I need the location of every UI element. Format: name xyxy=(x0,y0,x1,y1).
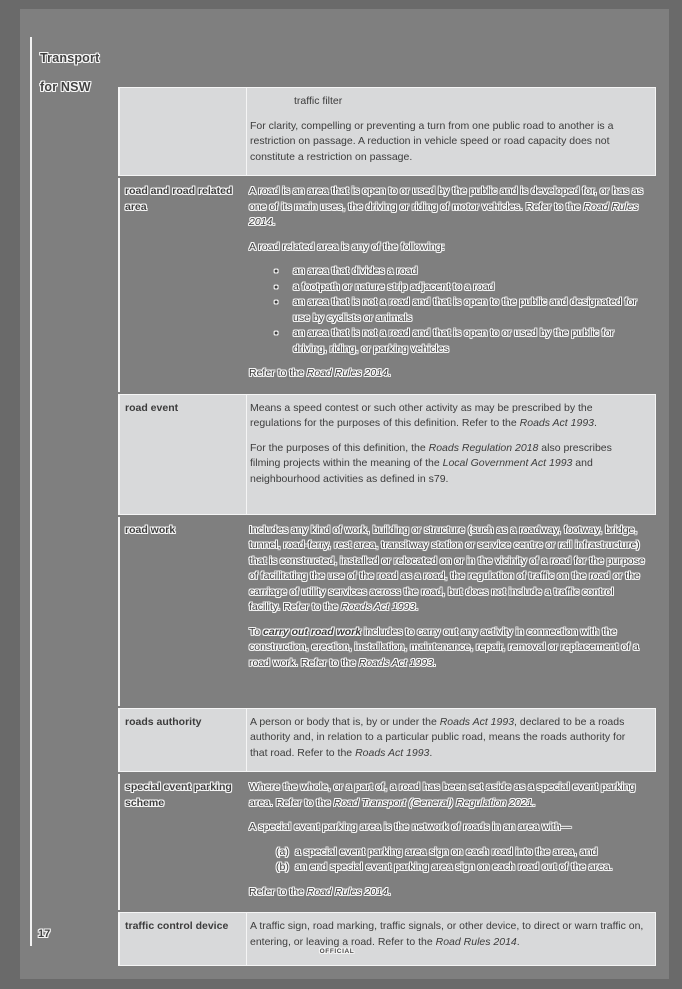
term-cell xyxy=(120,88,246,175)
list-item xyxy=(249,280,646,296)
text-segment: A person or body that is, by or under the xyxy=(250,715,440,728)
definitions-table xyxy=(118,87,656,968)
definition-paragraph xyxy=(249,240,646,256)
text-segment: . xyxy=(594,417,597,429)
logo-line-1: Transport xyxy=(40,50,100,65)
page-number: 17 xyxy=(38,928,51,940)
term-cell: special event parking scheme xyxy=(125,781,232,809)
text-segment: Road Transport (General) Regulation 2021 xyxy=(333,796,533,809)
text-segment: Means a speed contest or such other activity as may be prescribed by the regulations for the purposes of this definition. Refer to the xyxy=(250,401,593,429)
definition-cell xyxy=(246,774,656,910)
text-segment: a footpath or nature strip adjacent to a road xyxy=(293,280,495,293)
text-segment: traffic filter xyxy=(294,95,343,107)
bullet-icon: ● xyxy=(274,299,279,306)
table-row xyxy=(118,394,656,515)
definition-paragraph xyxy=(249,820,646,836)
text-segment: Roads Act 1993 xyxy=(341,601,416,613)
text-segment: also prescribes filming projects within the meaning of the xyxy=(250,441,612,469)
text-segment: . xyxy=(272,216,276,228)
list-item xyxy=(249,295,646,326)
text-segment: Road Rules 2014 xyxy=(435,935,517,948)
text-segment: . xyxy=(516,935,520,948)
text-segment: . xyxy=(429,746,433,759)
definition-cell xyxy=(246,709,655,772)
definition-cell xyxy=(246,517,656,706)
term-cell: roads authority xyxy=(125,715,202,728)
text-segment: Roads Act 1993 xyxy=(358,656,434,669)
text-segment: . xyxy=(387,367,391,379)
term-cell: road and road related area xyxy=(125,185,233,213)
classification-marking: OFFICIAL xyxy=(319,948,355,955)
definition-paragraph xyxy=(250,715,645,762)
text-segment: Local Government Act 1993 xyxy=(442,457,573,469)
definition-cell xyxy=(246,913,655,965)
term-cell: road event xyxy=(125,401,179,414)
page-edge-line xyxy=(30,37,32,946)
list-item-text xyxy=(293,295,646,326)
text-segment: Road Rules 2014 xyxy=(249,200,639,228)
text-segment: For the purposes of this definition, the xyxy=(250,441,429,454)
text-segment: Where the whole, or a part of, a road has been set aside as a special event parking area. Refer to the xyxy=(249,781,636,809)
text-segment: a special event parking area sign on each road into the area, and xyxy=(295,845,598,858)
list-letter: (b) xyxy=(276,861,289,873)
text-segment: Roads Act 1993 xyxy=(519,417,594,429)
text-segment: A special event parking area is the network of roads in an area with— xyxy=(249,821,572,833)
text-segment: To xyxy=(249,625,264,638)
definition-paragraph xyxy=(249,625,646,672)
bullet-icon: ● xyxy=(274,268,279,275)
list-item-text xyxy=(295,845,646,861)
definition-cell xyxy=(246,178,656,392)
text-segment: , declared to be a roads authority and, in relation to a particular public road, means the roads authority for that road. Refer to the xyxy=(250,715,626,759)
table-row xyxy=(118,774,656,910)
definition-cell xyxy=(246,395,655,514)
list-item xyxy=(249,326,646,357)
text-segment: Refer to the xyxy=(249,367,307,379)
text-segment: Includes any kind of work, building or structure (such as a roadway, footway, bridge, tunnel, road-ferry, rest area, transitway station or service centre or rail infrastructure) that is constructed, installed or relocated on or in the vicinity of a road for the purpose of facilitating the use of the road as a road, the regulation of traffic on the road or the carriage of utility services across the road, but does not include a traffic control facility. Refer to the xyxy=(249,523,645,613)
text-segment: . xyxy=(532,796,536,809)
text-segment: includes to carry out any activity in connection with the construction, erection, installation, maintenance, repair, removal or replacement of a road work. Refer to the xyxy=(249,625,639,669)
definition-paragraph xyxy=(249,184,646,231)
bullet-icon: ● xyxy=(274,283,279,291)
text-segment: A road is an area that is open to or used by the public and is developed for, or has as one of its main uses, the driving or riding of motor vehicles. Refer to the xyxy=(249,185,644,213)
text-segment: Road Rules 2014 xyxy=(306,885,388,898)
text-segment: Road Rules 2014 xyxy=(306,367,388,379)
text-segment: an area that divides a road xyxy=(293,265,418,277)
transport-for-nsw-logo xyxy=(40,36,99,94)
definition-paragraph xyxy=(249,366,646,382)
definition-subitem xyxy=(250,94,645,110)
text-segment: A road related area is any of the following: xyxy=(249,240,445,253)
text-segment: Roads Act 1993 xyxy=(439,715,515,728)
term-cell: traffic control device xyxy=(125,920,229,932)
list-item xyxy=(249,264,646,280)
list-item-text xyxy=(293,280,646,296)
table-row xyxy=(118,912,656,966)
list-item-text xyxy=(295,860,646,876)
text-segment: . xyxy=(415,601,419,613)
definition-paragraph xyxy=(250,119,645,166)
list-item xyxy=(249,845,646,861)
list-item-text xyxy=(293,326,646,357)
text-segment: For clarity, compelling or preventing a turn from one public road to another is a restriction on passage. A reduction in vehicle speed or road capacity does not constitute a restriction on passage. xyxy=(250,119,614,163)
text-segment: an area that is not a road and that is open to or used by the public for driving, riding, or parking vehicles xyxy=(293,327,615,355)
bullet-icon: ● xyxy=(274,330,279,337)
logo-line-2: for NSW xyxy=(40,79,91,94)
text-segment: . xyxy=(387,885,391,898)
lettered-list xyxy=(249,845,646,876)
table-row xyxy=(118,87,656,176)
definition-cell xyxy=(246,88,655,175)
definition-paragraph xyxy=(250,401,645,432)
text-segment: an end special event parking area sign on each road out of the area. xyxy=(295,861,613,873)
list-item xyxy=(249,860,646,876)
text-segment: Roads Regulation 2018 xyxy=(428,441,539,454)
text-segment: . xyxy=(433,656,436,669)
text-segment: and neighbourhood activities as defined in s79. xyxy=(250,457,593,485)
definition-paragraph xyxy=(249,885,646,901)
definition-paragraph xyxy=(249,780,646,811)
list-item-text xyxy=(293,264,646,280)
definition-paragraph xyxy=(250,441,645,488)
table-row xyxy=(118,517,656,706)
table-row xyxy=(118,708,656,773)
text-segment: carry out road work xyxy=(263,625,362,638)
text-segment: A traffic sign, road marking, traffic signals, or other device, to direct or warn traffic on, entering, or leaving a road. Refer to the xyxy=(250,920,644,948)
definition-paragraph xyxy=(249,523,646,616)
bullet-list xyxy=(249,264,646,357)
text-segment: Refer to the xyxy=(249,885,307,898)
definition-paragraph xyxy=(250,919,645,950)
text-segment: Roads Act 1993 xyxy=(355,746,430,759)
text-segment: an area that is not a road and that is open to the public and designated for use by cyclists or animals xyxy=(293,296,637,324)
table-row xyxy=(118,178,656,392)
list-letter: (a) xyxy=(276,845,289,858)
term-cell: road work xyxy=(125,523,176,536)
